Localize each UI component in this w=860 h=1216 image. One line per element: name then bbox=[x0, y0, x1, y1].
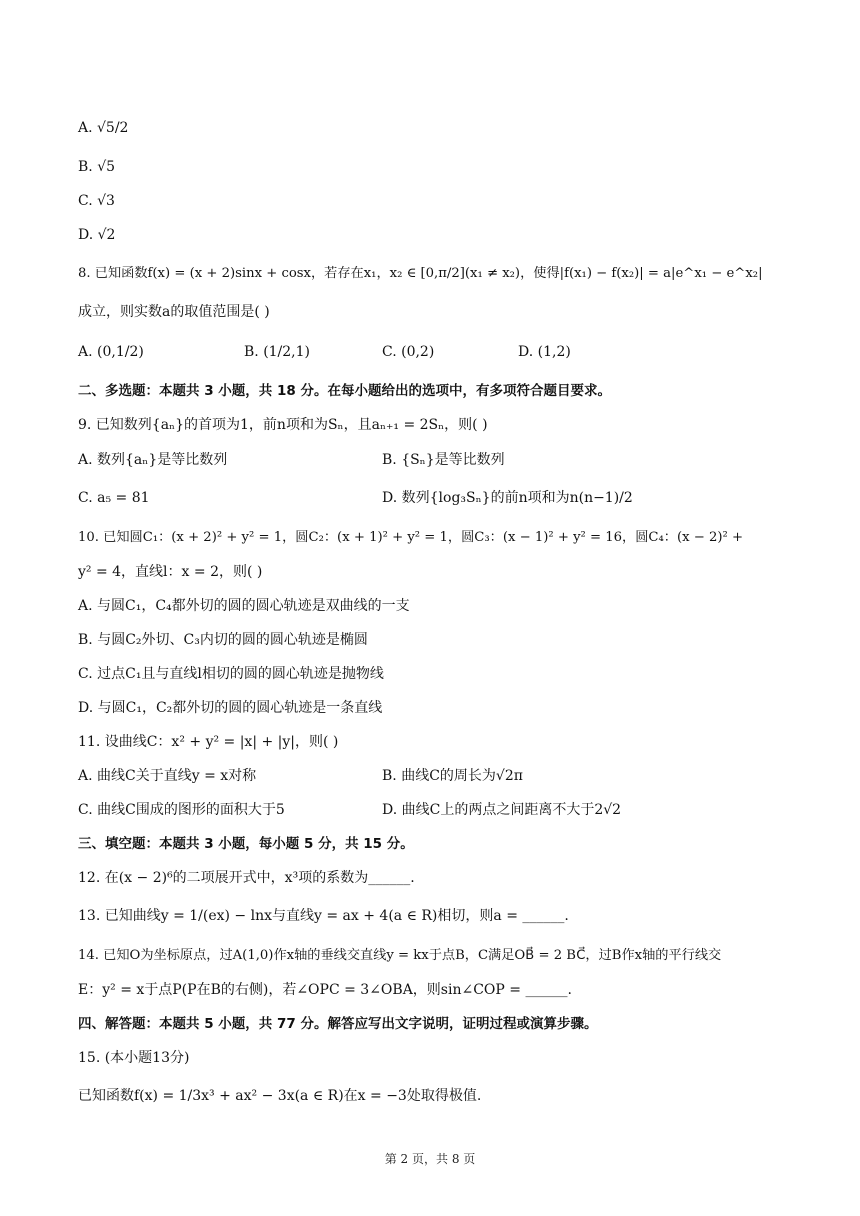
q10-stem-line1: 10. 已知圆C₁：(x + 2)² + y² = 1，圆C₂：(x + 1)² + y² = 1，圆C₃：(x − 1)² + y² = 16，圆C₄：(x − 2)² + bbox=[78, 530, 744, 545]
q9-option-c: C. a₅ = 81 bbox=[78, 490, 150, 506]
q7-option-c: C. √3 bbox=[78, 193, 115, 209]
q7-option-d: D. √2 bbox=[78, 227, 116, 243]
q8-option-a: A. (0,1/2) bbox=[78, 344, 144, 360]
q8-stem-line1: 8. 已知函数f(x) = (x + 2)sinx + cosx，若存在x₁，x₂ ∈ [0,π/2](x₁ ≠ x₂)，使得|f(x₁) − f(x₂)| = a|e^x₁ − e^x₂| bbox=[78, 266, 763, 281]
q11-option-c: C. 曲线C围成的图形的面积大于5 bbox=[78, 802, 285, 818]
q10-option-b: B. 与圆C₂外切、C₃内切的圆的圆心轨迹是椭圆 bbox=[78, 632, 368, 648]
q10-option-a: A. 与圆C₁，C₄都外切的圆的圆心轨迹是双曲线的一支 bbox=[78, 598, 410, 614]
section-heading-4: 四、解答题：本题共 5 小题，共 77 分。解答应写出文字说明，证明过程或演算步骤。 bbox=[78, 1016, 598, 1032]
q9-option-a: A. 数列{aₙ}是等比数列 bbox=[78, 452, 228, 468]
q10-option-c: C. 过点C₁且与直线l相切的圆的圆心轨迹是抛物线 bbox=[78, 666, 384, 682]
q7-option-a: A. √5/2 bbox=[78, 120, 129, 136]
q8-option-b: B. (1/2,1) bbox=[244, 344, 311, 360]
q8-option-c: C. (0,2) bbox=[382, 344, 435, 360]
section-heading-3: 三、填空题：本题共 3 小题，每小题 5 分，共 15 分。 bbox=[78, 836, 414, 852]
q14-stem-line2: E：y² = x于点P(P在B的右侧)，若∠OPC = 3∠OBA，则sin∠COP = ______. bbox=[78, 982, 572, 998]
q11-option-b: B. 曲线C的周长为√2π bbox=[382, 768, 523, 784]
q9-option-d: D. 数列{log₃Sₙ}的前n项和为n(n−1)/2 bbox=[382, 490, 633, 506]
q8-stem-line2: 成立，则实数a的取值范围是( ) bbox=[78, 304, 270, 320]
q11-stem: 11. 设曲线C：x² + y² = |x| + |y|，则( ) bbox=[78, 734, 339, 750]
q9-stem: 9. 已知数列{aₙ}的首项为1，前n项和为Sₙ，且aₙ₊₁ = 2Sₙ，则( ) bbox=[78, 417, 488, 433]
q14-stem-line1: 14. 已知O为坐标原点，过A(1,0)作x轴的垂线交直线y = kx于点B，C满足OB⃗ = 2 BC⃗，过B作x轴的平行线交 bbox=[78, 948, 722, 963]
q8-option-d: D. (1,2) bbox=[518, 344, 571, 360]
q10-stem-line2: y² = 4，直线l：x = 2，则( ) bbox=[78, 564, 263, 580]
q11-option-a: A. 曲线C关于直线y = x对称 bbox=[78, 768, 257, 784]
q13-stem: 13. 已知曲线y = 1/(ex) − lnx与直线y = ax + 4(a ∈ R)相切，则a = ______. bbox=[78, 908, 569, 924]
q7-option-b: B. √5 bbox=[78, 159, 116, 175]
section-heading-2: 二、多选题：本题共 3 小题，共 18 分。在每小题给出的选项中，有多项符合题目要求。 bbox=[78, 383, 611, 399]
q10-option-d: D. 与圆C₁，C₂都外切的圆的圆心轨迹是一条直线 bbox=[78, 700, 383, 716]
page-footer: 第 2 页，共 8 页 bbox=[384, 1152, 476, 1166]
q15-text: 已知函数f(x) = 1/3x³ + ax² − 3x(a ∈ R)在x = −3处取得极值. bbox=[78, 1088, 482, 1104]
q9-option-b: B. {Sₙ}是等比数列 bbox=[382, 452, 505, 468]
q12-stem: 12. 在(x − 2)⁶的二项展开式中，x³项的系数为______. bbox=[78, 870, 415, 886]
q11-option-d: D. 曲线C上的两点之间距离不大于2√2 bbox=[382, 802, 622, 818]
q15-header: 15. (本小题13分) bbox=[78, 1050, 190, 1066]
